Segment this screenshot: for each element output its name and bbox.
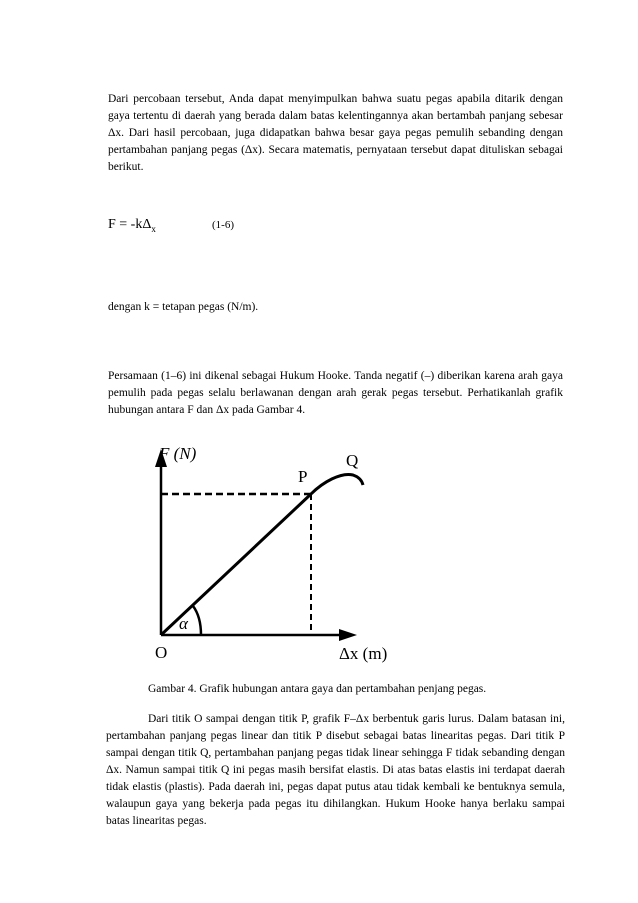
y-axis-label: F (N) — [159, 444, 197, 463]
x-axis-label: Δx (m) — [339, 644, 388, 663]
formula-expression: F = -kΔ — [108, 217, 152, 232]
point-p-label: P — [298, 467, 308, 486]
angle-label: α — [179, 614, 188, 633]
hooke-formula — [108, 217, 234, 234]
force-extension-graph — [145, 435, 405, 665]
hooke-law-paragraph: Persamaan (1–6) ini dikenal sebagai Hukum Hooke. Tanda negatif (–) diberikan karena arah gaya pemulih pada pegas selalu berlawanan dengan arah gerak pegas tersebut. Perhatikanlah grafik hubungan antara F dan Δx pada Gambar 4. — [108, 370, 563, 416]
origin-label: O — [155, 643, 168, 662]
intro-paragraph: Dari percobaan tersebut, Anda dapat menyimpulkan bahwa suatu pegas apabila ditarik dengan gaya tertentu di daerah yang berada dalam batas kelentingannya akan bertambah panjang sebesar Δx. Dari hasil percobaan, juga didapatkan bahwa besar gaya pegas pemulih sebanding dengan pertambahan panjang pegas (Δx). Secara matematis, pernyataan tersebut dapat dituliskan sebagai berikut. — [108, 93, 563, 173]
figure-caption: Gambar 4. Grafik hubungan antara gaya dan pertambahan penjang pegas. — [148, 683, 487, 695]
formula-number: (1-6) — [212, 219, 234, 231]
angle-arc — [193, 606, 201, 635]
x-axis-arrow — [339, 629, 357, 641]
constant-definition: dengan k = tetapan pegas (N/m). — [108, 301, 259, 313]
point-q-label: Q — [346, 451, 359, 470]
curved-segment-pq — [311, 474, 363, 494]
formula-subscript: x — [151, 223, 156, 234]
linearity-paragraph: Dari titik O sampai dengan titik P, grafik F–Δx berbentuk garis lurus. Dalam batasan ini, pertambahan panjang pegas linear dan titik P disebut sebagai batas linearitas pegas. Dari titik P sampai dengan titik Q, pertambahan panjang pegas tidak linear sehingga F tidak sebanding dengan Δx. Namun sampai titik Q ini pegas masih bersifat elastis. Di atas batas elastis ini terdapat daerah tidak elastis (plastis). Pada daerah ini, pegas dapat putus atau tidak kembali ke bentuknya semula, walaupun gaya yang bekerja pada pegas itu dihilangkan. Hukum Hooke hanya berlaku sampai batas linearitas pegas. — [106, 713, 565, 827]
